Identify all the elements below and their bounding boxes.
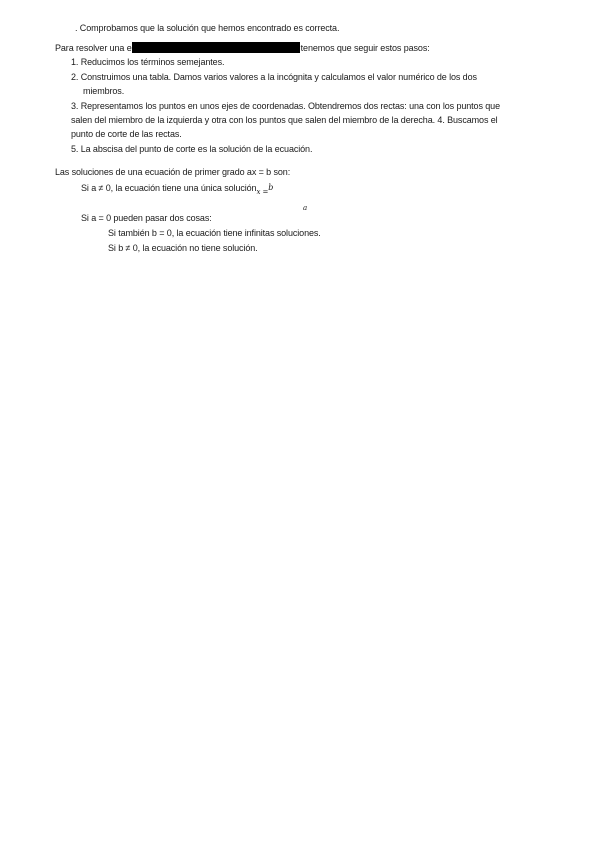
step-3-line-2: salen del miembro de la izquierda y otra con los puntos que salen del miembro de la derecha. 4. Buscamos el [71, 115, 498, 125]
case-a-zero: Si a = 0 pueden pasar dos cosas: [81, 213, 212, 223]
step-5: 5. La abscisa del punto de corte es la solución de la ecuación. [71, 144, 313, 154]
step-1: 1. Reducimos los términos semejantes. [71, 57, 225, 67]
step-2-line-2: miembros. [83, 86, 125, 96]
steps-intro-before: Para resolver una e [55, 43, 132, 53]
case-a-nonzero-text: Si a ≠ 0, la ecuación tiene una única solución [81, 183, 257, 193]
steps-intro [55, 42, 430, 54]
verification-step: . Comprobamos que la solución que hemos encontrado es correcta. [75, 23, 340, 33]
redaction-bar [132, 42, 300, 53]
solutions-heading: Las soluciones de una ecuación de primer grado ax = b son: [55, 167, 291, 177]
formula-x: x = [256, 188, 269, 196]
formula-denominator: a [303, 204, 308, 212]
step-2-line-1: 2. Construimos una tabla. Damos varios valores a la incógnita y calculamos el valor numérico de los dos [71, 72, 477, 82]
step-3-line-1: 3. Representamos los puntos en unos ejes de coordenadas. Obtendremos dos rectas: una con los puntos que [71, 101, 500, 111]
step-3-line-3: punto de corte de las rectas. [71, 129, 182, 139]
subcase-b-nonzero: Si b ≠ 0, la ecuación no tiene solución. [108, 243, 258, 253]
case-a-nonzero [81, 182, 273, 198]
formula-numerator: b [268, 183, 274, 192]
subcase-b-zero: Si también b = 0, la ecuación tiene infinitas soluciones. [108, 228, 321, 238]
steps-intro-after: tenemos que seguir estos pasos: [300, 43, 430, 53]
